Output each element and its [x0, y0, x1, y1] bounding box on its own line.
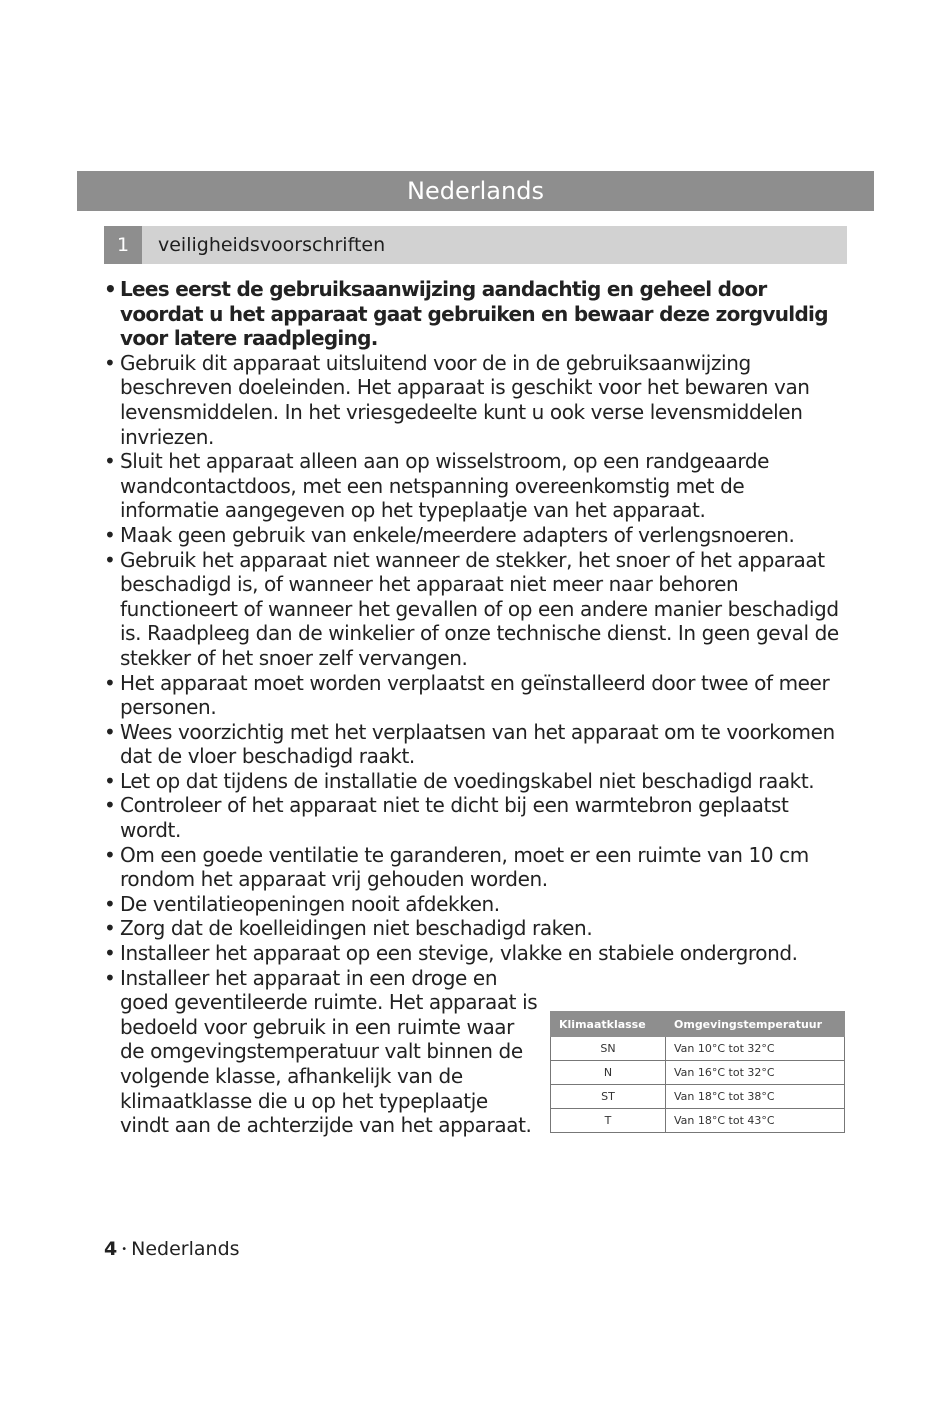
safety-instructions-list	[104, 277, 849, 1138]
list-item: • De ventilatieopeningen nooit afdekken.	[104, 892, 849, 917]
list-item: • Lees eerst de gebruiksaanwijzing aandachtig en geheel door voordat u het apparaat gaat gebruiken en bewaar deze zorgvuldig voor latere raadpleging.	[104, 277, 849, 351]
list-item: • Installeer het apparaat op een stevige, vlakke en stabiele ondergrond.	[104, 941, 849, 966]
list-item: • Het apparaat moet worden verplaatst en geïnstalleerd door twee of meer personen.	[104, 671, 849, 720]
column-header-climate-class: Klimaatklasse	[551, 1012, 666, 1037]
column-header-ambient-temperature: Omgevingstemperatuur	[666, 1012, 845, 1037]
table-row	[551, 1109, 845, 1133]
list-item: • Controleer of het apparaat niet te dicht bij een warmtebron geplaatst wordt.	[104, 793, 849, 842]
section-header	[104, 226, 847, 264]
section-number: 1	[104, 226, 142, 264]
temperature-range-cell: Van 18°C tot 38°C	[666, 1085, 845, 1109]
climate-class-table	[550, 1011, 845, 1133]
list-item: • Wees voorzichtig met het verplaatsen van het apparaat om te voorkomen dat de vloer beschadigd raakt.	[104, 720, 849, 769]
list-item: • Sluit het apparaat alleen aan op wisselstroom, op een randgeaarde wandcontactdoos, met een netspanning overeenkomstig met de informatie aangegeven op het typeplaatje van het apparaat.	[104, 449, 849, 523]
list-item: • Om een goede ventilatie te garanderen, moet er een ruimte van 10 cm rondom het apparaat vrij gehouden worden.	[104, 843, 849, 892]
temperature-range-cell: Van 10°C tot 32°C	[666, 1037, 845, 1061]
list-item: • Let op dat tijdens de installatie de voedingskabel niet beschadigd raakt.	[104, 769, 849, 794]
list-item: • Zorg dat de koelleidingen niet beschadigd raken.	[104, 916, 849, 941]
table-row	[551, 1085, 845, 1109]
page-footer	[104, 1237, 240, 1262]
footer-language: Nederlands	[131, 1238, 240, 1260]
table-row	[551, 1061, 845, 1085]
list-item: • Installeer het apparaat in een droge en goed geventileerde ruimte. Het apparaat is bedoeld voor gebruik in een ruimte waar de omgevingstemperatuur valt binnen de volgende klasse, afhankelijk van de klimaatklasse die u op het typeplaatje vindt aan de achterzijde van het apparaat.	[104, 966, 540, 1138]
temperature-range-cell: Van 18°C tot 43°C	[666, 1109, 845, 1133]
language-header: Nederlands	[77, 171, 874, 211]
climate-class-cell: T	[551, 1109, 666, 1133]
climate-class-cell: N	[551, 1061, 666, 1085]
climate-class-cell: SN	[551, 1037, 666, 1061]
list-item: • Maak geen gebruik van enkele/meerdere adapters of verlengsnoeren.	[104, 523, 849, 548]
table-row	[551, 1037, 845, 1061]
temperature-range-cell: Van 16°C tot 32°C	[666, 1061, 845, 1085]
page-number: 4	[104, 1238, 118, 1260]
list-item: • Gebruik het apparaat niet wanneer de stekker, het snoer of het apparaat beschadigd is, of wanneer het apparaat niet meer naar behoren functioneert of wanneer het gevallen of op een andere manier beschadigd is. Raadpleeg dan de winkelier of onze technische dienst. In geen geval de stekker of het snoer zelf vervangen.	[104, 548, 849, 671]
table-header-row	[551, 1012, 845, 1037]
climate-class-cell: ST	[551, 1085, 666, 1109]
section-title: veiligheidsvoorschriften	[158, 234, 386, 256]
list-item: • Gebruik dit apparaat uitsluitend voor de in de gebruiksaanwijzing beschreven doeleinden. Het apparaat is geschikt voor het bewaren van levensmiddelen. In het vriesgedeelte kunt u ook verse levensmiddelen invriezen.	[104, 351, 849, 449]
footer-separator: •	[121, 1243, 128, 1255]
